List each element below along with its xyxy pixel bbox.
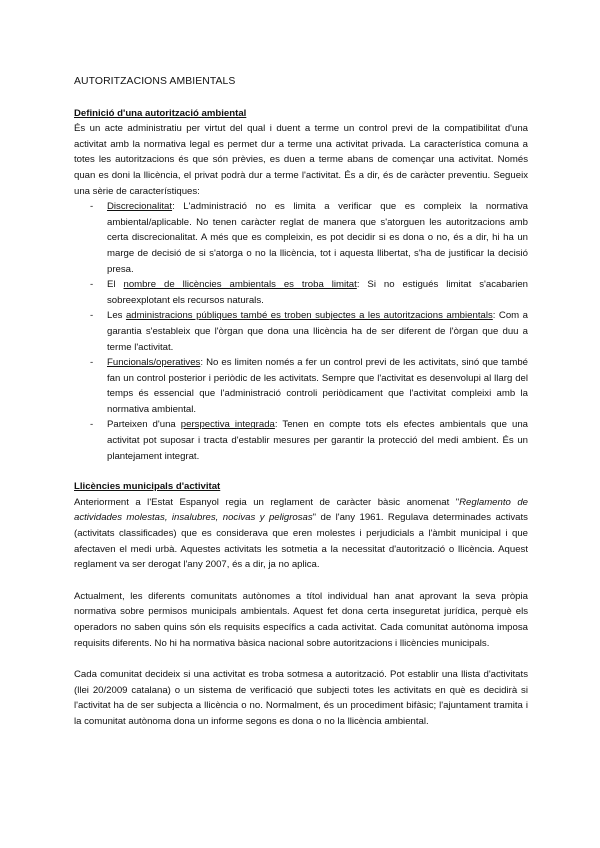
list-item-term: nombre de llicències ambientals es troba limitat	[123, 279, 357, 291]
list-dash: -	[90, 357, 94, 369]
spacer	[74, 651, 528, 667]
municipal-paragraph-3: Cada comunitat decideix si una activitat es troba sotmesa a autorització. Pot establir una llista d'activitats (llei 20/2009 catalana) o un sistema de verificació que subjecti totes les activitats en què es decidirà si l'activitat ha de ser subjecta a llicència o no. Normalment, és un procediment bifàsic; l'ajuntament tramita i la comunitat autònoma dona un informe segons es dona o no la llicència ambiental.	[74, 669, 528, 727]
section-heading-definition: Definició d'una autorització ambiental	[74, 107, 247, 119]
regulation-name: Reglamento de actividades molestas, insalubres, nocivas y peligrosas	[74, 496, 528, 524]
list-item: - Les administracions públiques també es troben subjectes a les autoritzacions ambientals: Com a garantia s'estableix que l'òrgan que dona una llicència ha de ser diferent de l'òrgan que duu a terme l'activitat.	[90, 310, 528, 353]
section-heading-municipal: Llicències municipals d'activitat	[74, 481, 221, 493]
spacer	[74, 573, 528, 589]
list-item-text: : Tenen en compte tots els efectes ambientals que una activitat pot suposar i tracta d'establir mesures per garantir la protecció del medi ambient. És un plantejament integrat.	[107, 419, 529, 462]
list-item-term: Funcionals/operatives	[107, 357, 201, 369]
list-item-term: Discrecionalitat	[107, 201, 173, 213]
document-title: AUTORITZACIONS AMBIENTALS	[74, 76, 236, 87]
list-dash: -	[90, 201, 94, 213]
definition-intro: És un acte administratiu per virtut del qual i duent a terme un control previ de la compatibilitat d'una activitat amb la normativa legal es permet dur a terme una activitat privada. La característica comuna a totes les autoritzacions és que són prèvies, es duen a terme abans de començar una activitat. Només quan es doni la llicència, el privat podrà dur a terme l'activitat. És a dir, és de caràcter preventiu. Segueix una sèrie de característiques:	[74, 123, 528, 197]
list-item-text: : L'administració no es limita a verificar que es compleix la normativa ambiental/aplicable. No tenen caràcter reglat de manera que s'atorguen les autoritzacions amb certa discrecionalitat. A més que es compleixin, es pot decidir si es dona o no, és a dir, hi ha un marge de decisió de si s'atorga o no la llicència, tot i aquesta llibertat, s'ha de justificar la decisió presa.	[107, 201, 528, 275]
spacer	[74, 464, 528, 479]
list-item	[74, 199, 528, 277]
list-item	[74, 355, 528, 417]
list-dash: -	[90, 279, 94, 291]
list-dash: -	[90, 419, 94, 431]
list-item: - El nombre de llicències ambientals es troba limitat: Si no estigués limitat s'acabarien sobreexplotant els recursos naturals.	[90, 279, 529, 306]
list-item: - Parteixen d'una perspectiva integrada: Tenen en compte tots els efectes ambientals que una activitat pot suposar i tracta d'establir mesures per garantir la protecció del medi ambient. És un plantejament integrat.	[90, 419, 529, 462]
list-item-term: administracions públiques també es troben subjectes a les autoritzacions ambientals	[125, 310, 493, 322]
municipal-paragraph-2: Actualment, les diferents comunitats autònomes a títol individual han anat aprovant la seva pròpia normativa sobre permisos municipals ambientals. Aquest fet dona certa inseguretat jurídica, perquè els operadors no saben quins són els requisits específics a cada activitat. Cada comunitat autònoma imposa requisits diferents. No hi ha normativa bàsica nacional sobre autoritzacions i llicències municipals.	[74, 590, 528, 649]
document-page	[74, 74, 528, 730]
list-item-text: : No es limiten només a fer un control previ de les activitats, sinó que també fan un control posterior i periòdic de les activitats. Sempre que l'activitat es desenvolupi al llarg del temps és essencial que l'administració controli periòdicament que l'activitat compleixi amb la normativa ambiental.	[107, 357, 528, 415]
list-item-term: perspectiva integrada	[180, 419, 275, 431]
list-item-text: : Si no estigués limitat s'acabarien sobreexplotant els recursos naturals.	[107, 279, 529, 306]
characteristics-list	[74, 199, 528, 464]
list-dash: -	[90, 310, 94, 322]
list-item-text: : Com a garantia s'estableix que l'òrgan que dona una llicència ha de ser diferent de l'òrgan que duu a terme l'activitat.	[107, 310, 528, 353]
municipal-paragraph-1: Anteriorment a l'Estat Espanyol regia un reglament de caràcter bàsic anomenat "Reglamento de actividades molestas, insalubres, nocivas y peligrosas" de l'any 1961. Regulava determinades activats (activitats classificades) que es considerava que eren molestes i perjudicials a l'àmbit municipal i que afectaven el medi urbà. Aquestes activitats les sotmetia a la necessitat d'autorització o llicència. Aquest reglament va ser derogat l'any 2007, és a dir, ja no aplica.	[74, 496, 528, 571]
